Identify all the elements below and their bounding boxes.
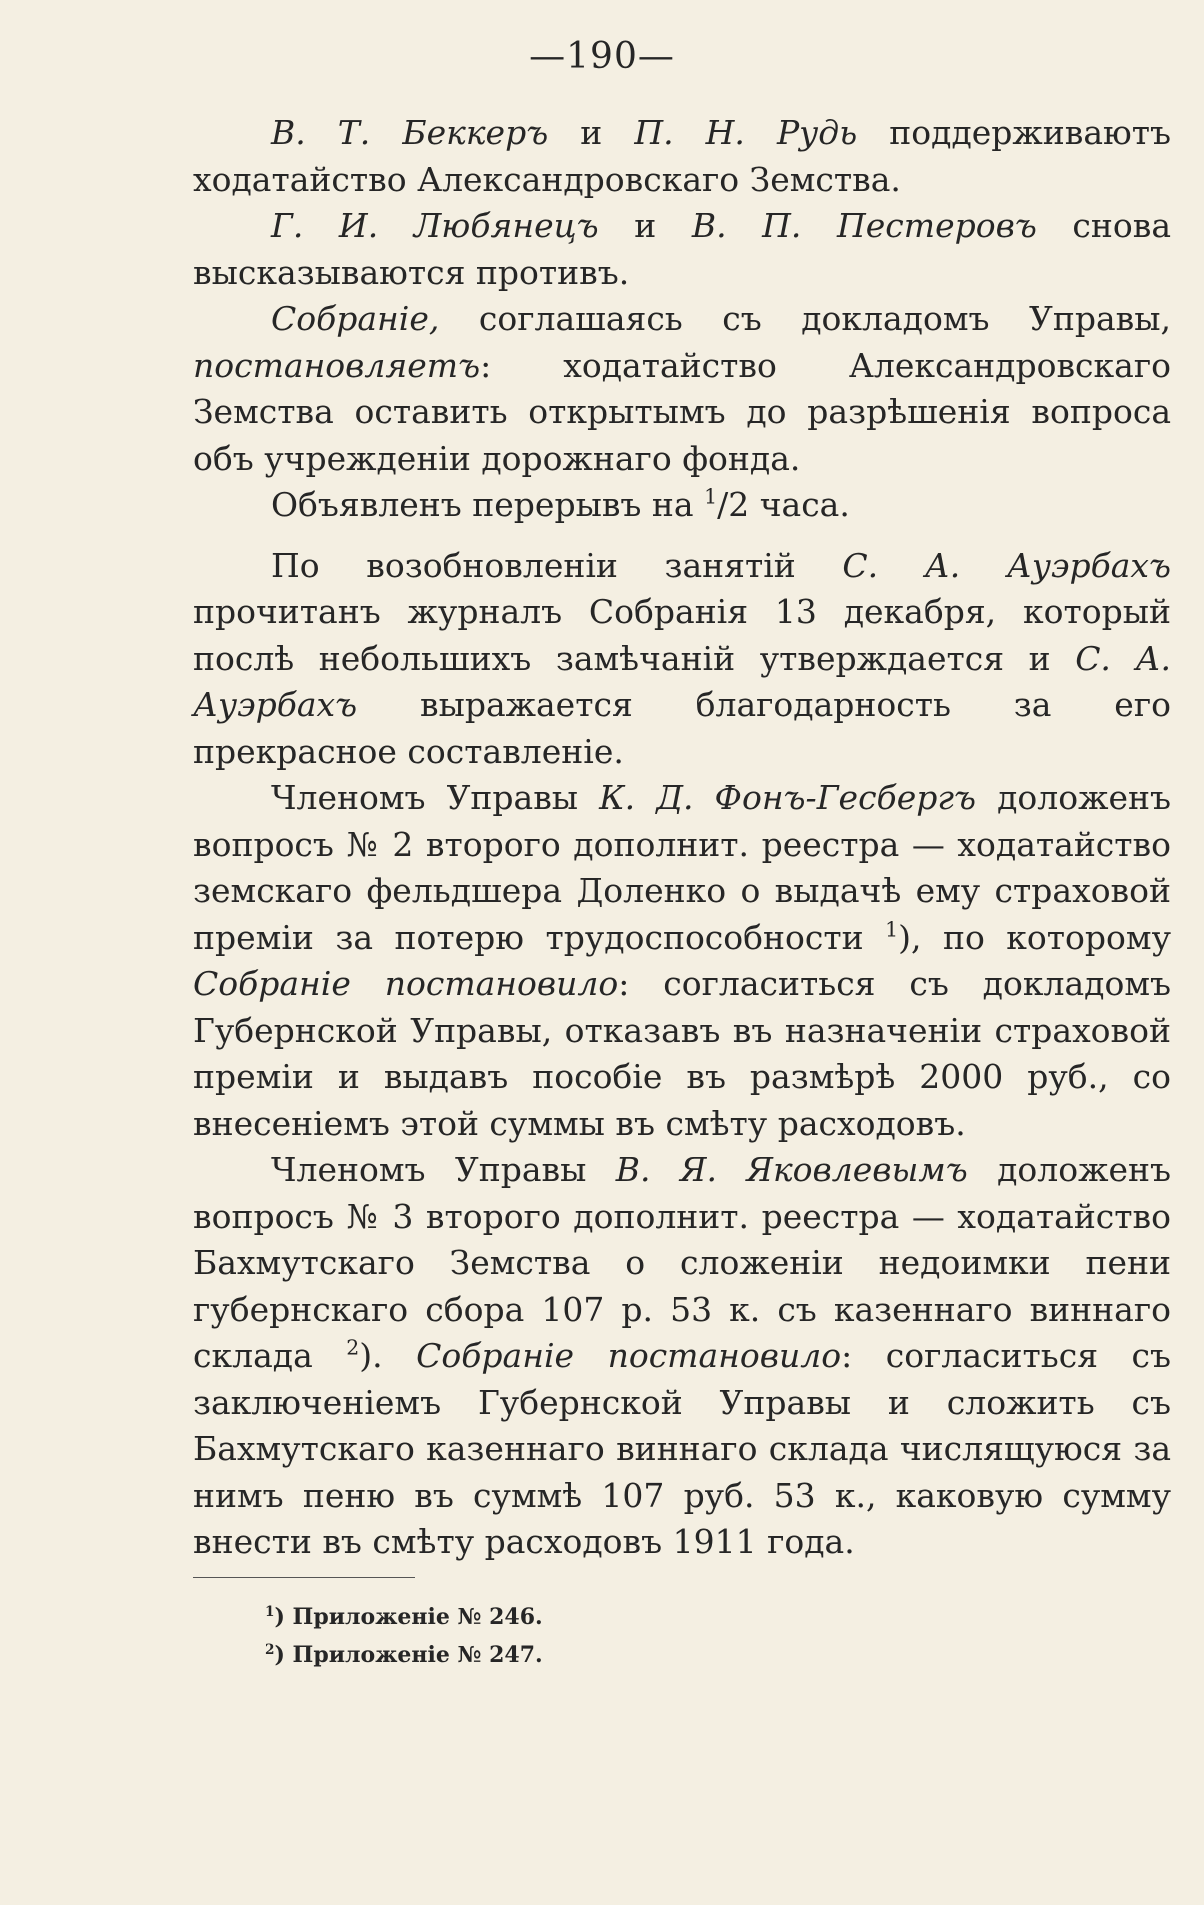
paragraph-text: доложенъ вопросъ № 2 второго дополнит. реестра — ходатайство земскаго фельдшера Доленко о выдачѣ ему страховой преміи за потерю трудоспособности — [193, 778, 1171, 957]
body-text — [193, 110, 1171, 1566]
paragraph-text: ), по которому — [898, 917, 1172, 957]
paragraph-text: соглашаясь съ докладомъ Управы, — [439, 299, 1171, 338]
person-name: С. А. Ауэрбахъ — [842, 545, 1171, 585]
paragraph — [193, 203, 1171, 296]
paragraph-text: поддерживаютъ ходатайство Александровскаго Земства. — [193, 113, 1172, 199]
paragraph — [193, 482, 1171, 529]
assembly-subject: Собраніе, — [271, 299, 440, 338]
fraction-denominator: /2 — [717, 485, 750, 524]
footnote-item — [265, 1598, 543, 1636]
paragraph-text: снова высказываются противъ. — [193, 206, 1171, 292]
person-name: В. Т. Беккеръ — [271, 113, 549, 152]
paragraph-text: выражается благодарность за его прекрасное составленіе. — [193, 685, 1171, 771]
paragraph-text: Объявленъ перерывъ на — [271, 485, 705, 524]
decision-phrase: Собраніе постановило — [416, 1336, 842, 1375]
paragraph-text: доложенъ вопросъ № 3 второго дополнит. реестра — ходатайство Бахмутскаго Земства о сложеніи недоимки пени губернскаго сбора 107 р. 53 к. съ казеннаго виннаго склада — [193, 1150, 1171, 1375]
paragraph — [193, 775, 1171, 1147]
footnote-mark: 1 — [265, 1603, 275, 1620]
footnote-item — [265, 1636, 543, 1674]
person-name: К. Д. Фонъ-Гесбергъ — [599, 778, 977, 817]
paragraph-text: : согласиться съ заключеніемъ Губернской Управы и сложить съ Бахмутскаго казеннаго виннаго склада числящуюся за нимъ пеню въ суммѣ 107 руб. 53 к., каковую сумму внести въ смѣту расходовъ 1911 года. — [193, 1336, 1172, 1561]
paragraph — [193, 543, 1171, 776]
paragraph-text: ). — [359, 1336, 417, 1375]
paragraph-text: : согласиться съ докладомъ Губернской Управы, отказавъ въ назначеніи страховой преміи и выдавъ пособіе въ размѣрѣ 2000 руб., со внесеніемъ этой суммы въ смѣту расходовъ. — [193, 964, 1171, 1143]
paragraph-text: : ходатайство Александровскаго Земства оставить открытымъ до разрѣшенія вопроса объ учрежденіи дорожнаго фонда. — [193, 345, 1171, 478]
paragraph-text: По возобновленіи занятій — [271, 545, 843, 585]
conjunction: и — [548, 113, 635, 152]
paragraph-text: Членомъ Управы — [271, 778, 600, 817]
footnotes — [265, 1598, 543, 1674]
conjunction: и — [598, 206, 692, 245]
paragraph-text: часа. — [749, 485, 850, 524]
fraction-numerator: 1 — [704, 484, 718, 509]
footnote-text: ) Приложеніе № 246. — [274, 1604, 543, 1630]
footnote-ref: 2 — [346, 1335, 360, 1360]
footnote-text: ) Приложеніе № 247. — [274, 1642, 543, 1668]
footnote-ref: 1 — [885, 917, 899, 942]
decision-phrase: Собраніе постановило — [193, 964, 619, 1003]
person-name: П. Н. Рудь — [634, 113, 858, 152]
paragraph-text: прочитанъ журналъ Собранія 13 декабря, который послѣ небольшихъ замѣчаній утверждается и — [193, 592, 1171, 678]
footnote-divider — [193, 1577, 415, 1578]
person-name: В. Я. Яковлевымъ — [615, 1150, 968, 1189]
person-name: В. П. Пестеровъ — [691, 206, 1037, 245]
person-name: Г. И. Любянецъ — [271, 206, 599, 245]
decision-verb: постановляетъ — [193, 345, 481, 385]
paragraph — [193, 296, 1171, 482]
footnote-mark: 2 — [265, 1641, 275, 1658]
page-number: —190— — [529, 36, 675, 77]
paragraph — [193, 110, 1171, 203]
person-name: С. А. Ауэрбахъ — [193, 638, 1171, 724]
paragraph — [193, 1147, 1171, 1566]
paragraph-text: Членомъ Управы — [271, 1150, 616, 1189]
